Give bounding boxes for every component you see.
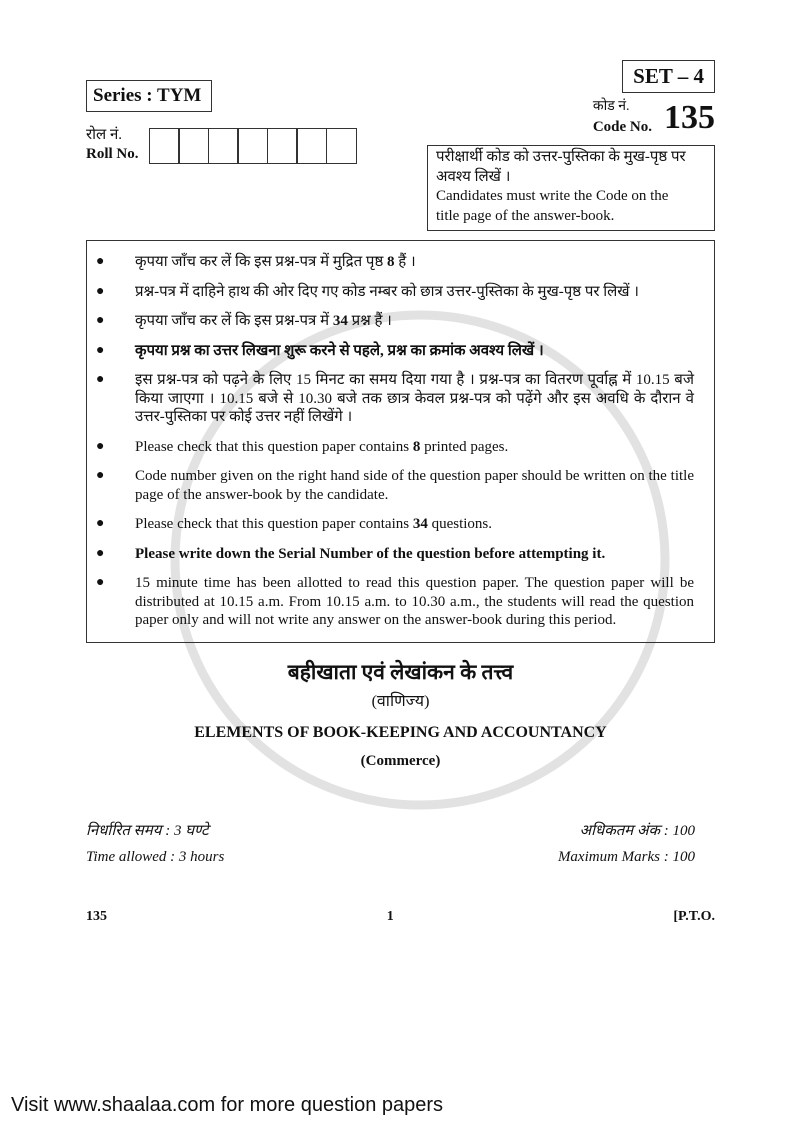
code-label-hi: कोड नं. (592, 99, 630, 114)
instruction-pre-text: प्रश्न-पत्र में दाहिने हाथ की ओर दिए गए कोड नम्बर को छात्र उत्तर-पुस्तिका के मुख-पृष्ठ पर लिखें । (135, 283, 639, 300)
roll-labels (86, 126, 150, 164)
instruction-item (87, 438, 694, 457)
max-marks-en: Maximum Marks : 100 (557, 848, 695, 865)
code-labels (593, 97, 652, 137)
roll-digit-box[interactable] (267, 128, 298, 164)
bullet-icon: ● (96, 372, 105, 387)
footer-page-number: 1 (386, 908, 394, 924)
code-note-en-1: Candidates must write the Code on the (436, 188, 669, 204)
roll-digit-box[interactable] (208, 128, 239, 164)
instruction-item (87, 574, 694, 630)
meta-row-english (86, 847, 695, 867)
instruction-post-text: हैं । (394, 254, 416, 270)
meta-row-hindi (86, 821, 695, 841)
header-left (86, 80, 357, 164)
title-hindi: बहीखाता एवं लेखांकन के तत्त्व (287, 659, 514, 684)
bullet-icon: ● (96, 254, 105, 269)
instruction-text (135, 253, 694, 272)
bullet-icon: ● (96, 283, 105, 299)
roll-digit-box[interactable] (326, 128, 357, 164)
code-note-hi-2: अवश्य लिखें । (436, 168, 511, 185)
instruction-bold-text: 34 (332, 313, 348, 329)
code-number: 135 (664, 99, 715, 136)
instruction-text (135, 574, 694, 630)
instruction-item (87, 283, 694, 302)
instruction-pre-text: इस प्रश्न-पत्र को पढ़ने के लिए 15 मिनट का समय दिया गया है । प्रश्न-पत्र का वितरण पूर्वाह्न में 10.15 बजे किया जाएगा । 10.15 बजे से 10.30 बजे तक छात्र केवल प्रश्न-पत्र को पढ़ेंगे और इस अवधि के दौरान वे उत्तर-पुस्तिका पर कोई उत्तर नहीं लिखेंगे । (135, 372, 694, 425)
instruction-text (135, 467, 694, 504)
code-row (593, 97, 715, 137)
instruction-pre-text: 15 minute time has been allotted to read this question paper. The question paper will be distributed at 10.15 a.m. From 10.15 a.m. to 10.30 a.m., the students will read the question paper only and will not write any answer on the answer-book during this period. (135, 575, 694, 628)
bullet-icon: ● (96, 313, 105, 328)
instruction-text (135, 342, 694, 361)
roll-number-row (86, 126, 357, 164)
title-english: ELEMENTS OF BOOK-KEEPING AND ACCOUNTANCY (194, 723, 607, 741)
instruction-text (135, 438, 694, 457)
instruction-item (87, 312, 694, 331)
header (86, 60, 715, 231)
header-right (427, 60, 715, 231)
time-allowed-en: Time allowed : 3 hours (86, 848, 225, 865)
instruction-pre-text: Code number given on the right hand side of the question paper should be written on the title page of the answer-book by the candidate. (135, 468, 694, 503)
instruction-post-text: printed pages. (420, 438, 509, 455)
instruction-text (135, 371, 694, 427)
footer-pto: [P.T.O. (673, 908, 715, 924)
roll-digit-box[interactable] (296, 128, 327, 164)
roll-digit-box[interactable] (237, 128, 268, 164)
instruction-item (87, 342, 694, 361)
instruction-item (87, 467, 694, 504)
bullet-icon: ● (96, 516, 105, 531)
instruction-bold-text: Please write down the Serial Number of the question before attempting it. (135, 545, 606, 562)
instruction-text (135, 312, 694, 331)
code-label-en: Code No. (592, 119, 652, 135)
code-note-box (427, 145, 715, 231)
instruction-bold-text: कृपया प्रश्न का उत्तर लिखना शुरू करने से पहले, प्रश्न का क्रमांक अवश्य लिखें । (135, 342, 544, 359)
bullet-icon: ● (96, 342, 105, 358)
instruction-item (87, 371, 694, 427)
instruction-post-text: प्रश्न हैं । (347, 313, 392, 329)
instruction-pre-text: Please check that this question paper contains (135, 516, 413, 532)
instruction-bold-text: 8 (387, 254, 395, 270)
instruction-post-text: questions. (427, 516, 493, 532)
footer (86, 909, 715, 925)
roll-label-hi: रोल नं. (86, 127, 123, 143)
max-marks-hi: अधिकतम अंक : 100 (579, 822, 695, 839)
instruction-item (87, 545, 694, 564)
instruction-pre-text: कृपया जाँच कर लें कि इस प्रश्न-पत्र में (135, 313, 333, 329)
roll-digit-box[interactable] (178, 128, 209, 164)
bullet-icon: ● (96, 468, 105, 483)
instructions-box (86, 240, 715, 643)
set-label: SET – 4 (622, 60, 715, 93)
instruction-text (135, 283, 694, 302)
site-banner-link[interactable]: Visit www.shaalaa.com for more question papers (11, 1094, 444, 1116)
instruction-bold-text: 8 (412, 438, 421, 455)
subtitle-english: (Commerce) (360, 752, 441, 769)
code-note-hi-1: परीक्षार्थी कोड को उत्तर-पुस्तिका के मुख-पृष्ठ पर (436, 149, 686, 165)
bullet-icon: ● (96, 575, 105, 590)
footer-code: 135 (86, 908, 107, 924)
instruction-pre-text: कृपया जाँच कर लें कि इस प्रश्न-पत्र में मुद्रित पृष्ठ (135, 254, 388, 270)
roll-label-en: Roll No. (86, 146, 139, 162)
instruction-item (87, 515, 694, 534)
instruction-pre-text: Please check that this question paper contains (135, 438, 413, 455)
instruction-item (87, 253, 694, 272)
code-note-en-2: title page of the answer-book. (436, 207, 615, 224)
series-label: Series : TYM (86, 80, 212, 112)
bullet-icon: ● (96, 545, 105, 561)
subtitle-hindi: (वाणिज्य) (371, 692, 430, 710)
roll-digit-box[interactable] (149, 128, 180, 164)
roll-number-boxes[interactable] (150, 128, 357, 164)
time-allowed-hi: निर्धारित समय : 3 घण्टे (86, 822, 209, 839)
instruction-text (135, 545, 694, 564)
instruction-bold-text: 34 (412, 516, 428, 532)
bullet-icon: ● (96, 438, 105, 454)
instruction-text (135, 515, 694, 534)
